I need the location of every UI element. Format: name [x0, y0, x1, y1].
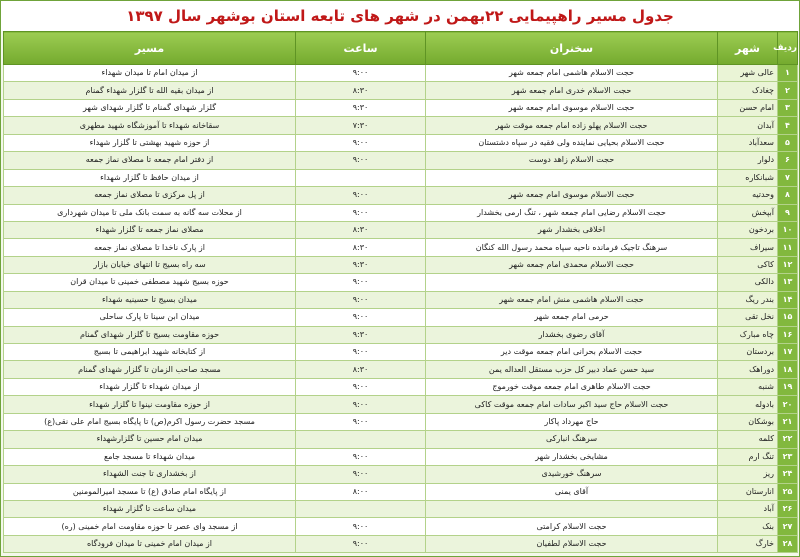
row-time: ۹:۰۰ [296, 396, 426, 413]
table-row [4, 396, 798, 413]
table-row [4, 256, 798, 273]
row-time: ۹:۰۰ [296, 152, 426, 169]
header-route: مسیر [4, 32, 296, 65]
row-time [296, 431, 426, 448]
row-route: از میدان حافظ تا گلزار شهداء [4, 169, 296, 186]
row-city: بنک [718, 518, 778, 535]
row-speaker: حجت الاسلام رضایی امام جمعه شهر ، تنگ ارمی بخشدار [426, 204, 718, 221]
header-speaker: سخنران [426, 32, 718, 65]
row-city: کاکی [718, 256, 778, 273]
row-route: میدان بسیج تا حسینیه شهداء [4, 291, 296, 308]
row-speaker: سرهنگ خورشیدی [426, 466, 718, 483]
table-row [4, 204, 798, 221]
row-index: ۱۵ [778, 309, 798, 326]
row-index: ۱۳ [778, 274, 798, 291]
row-index: ۸ [778, 187, 798, 204]
row-route: مسجد صاحب الزمان تا گلزار شهدای گمنام [4, 361, 296, 378]
row-index: ۲۸ [778, 535, 798, 552]
row-city: دوراهک [718, 361, 778, 378]
table-row [4, 466, 798, 483]
row-city: دالکی [718, 274, 778, 291]
row-route: مسجد حضرت رسول اکرم(ص) تا پایگاه بسیج امام علی نقی(ع) [4, 413, 296, 430]
table-row [4, 221, 798, 238]
row-city: آبپخش [718, 204, 778, 221]
row-index: ۶ [778, 152, 798, 169]
table-row [4, 483, 798, 500]
row-time: ۸:۳۰ [296, 221, 426, 238]
row-time: ۹:۰۰ [296, 344, 426, 361]
row-speaker: حجت الاسلام لطفیان [426, 535, 718, 552]
row-index: ۲۱ [778, 413, 798, 430]
row-index: ۷ [778, 169, 798, 186]
row-time: ۹:۰۰ [296, 274, 426, 291]
row-time: ۹:۰۰ [296, 291, 426, 308]
header-row [4, 32, 798, 65]
row-time: ۹:۰۰ [296, 204, 426, 221]
row-route: از میدان شهداء تا گلزار شهداء [4, 378, 296, 395]
row-index: ۲۰ [778, 396, 798, 413]
route-table [3, 31, 798, 553]
row-time: ۹:۰۰ [296, 378, 426, 395]
header-index: ردیف [778, 32, 798, 65]
row-index: ۲ [778, 82, 798, 99]
table-row [4, 535, 798, 552]
table-row [4, 274, 798, 291]
table-row [4, 361, 798, 378]
row-speaker: حجت الاسلام زاهد دوست [426, 152, 718, 169]
row-route: از میدان امام تا میدان شهداء [4, 65, 296, 82]
row-index: ۱۷ [778, 344, 798, 361]
row-city: آبدان [718, 117, 778, 134]
row-speaker [426, 274, 718, 291]
row-city: دلوار [718, 152, 778, 169]
row-route: مصلای نماز جمعه تا گلزار شهداء [4, 221, 296, 238]
row-time: ۹:۰۰ [296, 518, 426, 535]
table-row [4, 65, 798, 82]
row-city: چاه مبارک [718, 326, 778, 343]
row-city: وحدتیه [718, 187, 778, 204]
row-time: ۹:۰۰ [296, 413, 426, 430]
row-index: ۱۱ [778, 239, 798, 256]
row-route: سقاخانه شهداء تا آموزشگاه شهید مطهری [4, 117, 296, 134]
row-speaker: اخلاقی بخشدار شهر [426, 221, 718, 238]
row-speaker: حجت الاسلام طاهری امام جمعه موقت خورموج [426, 378, 718, 395]
row-time: ۸:۳۰ [296, 361, 426, 378]
row-route: میدان ابن سینا تا پارک ساحلی [4, 309, 296, 326]
row-index: ۲۵ [778, 483, 798, 500]
row-time [296, 169, 426, 186]
row-speaker: سرهنگ انبارکی [426, 431, 718, 448]
row-route: میدان شهداء تا مسجد جامع [4, 448, 296, 465]
table-row [4, 309, 798, 326]
header-time: ساعت [296, 32, 426, 65]
row-time: ۸:۳۰ [296, 82, 426, 99]
row-route: از کتابخانه شهید ابراهیمی تا بسیج [4, 344, 296, 361]
row-route: میدان ساعت تا گلزار شهداء [4, 500, 296, 517]
row-route: سه راه بسیج تا انتهای خیابان بازار [4, 256, 296, 273]
row-route: از حوزه مقاومت نینوا تا گلزار شهداء [4, 396, 296, 413]
row-city: آباد [718, 500, 778, 517]
row-city: کلمه [718, 431, 778, 448]
row-speaker: حجت الاسلام موسوی امام جمعه شهر [426, 99, 718, 116]
row-speaker: حجت الاسلام خدری امام جمعه شهر [426, 82, 718, 99]
table-row [4, 169, 798, 186]
row-index: ۲۲ [778, 431, 798, 448]
row-index: ۲۶ [778, 500, 798, 517]
row-speaker: آقای رضوی بخشدار [426, 326, 718, 343]
row-time: ۷:۳۰ [296, 117, 426, 134]
row-time: ۹:۰۰ [296, 187, 426, 204]
row-time: ۹:۳۰ [296, 256, 426, 273]
row-city: سیراف [718, 239, 778, 256]
row-time: ۹:۳۰ [296, 99, 426, 116]
row-index: ۲۳ [778, 448, 798, 465]
row-speaker: آقای یمنی [426, 483, 718, 500]
row-time: ۹:۰۰ [296, 448, 426, 465]
row-route: از مسجد وای عصر تا حوزه مقاومت امام خمینی (ره) [4, 518, 296, 535]
row-index: ۱۲ [778, 256, 798, 273]
table-row [4, 99, 798, 116]
row-index: ۵ [778, 134, 798, 151]
row-city: بردخون [718, 221, 778, 238]
row-speaker: حجت الاسلام پهلو زاده امام جمعه موقت شهر [426, 117, 718, 134]
row-index: ۱۴ [778, 291, 798, 308]
row-city: تنگ ارم [718, 448, 778, 465]
row-speaker: حجت الاسلام کرامتی [426, 518, 718, 535]
row-speaker: حجت الاسلام محمدی امام جمعه شهر [426, 256, 718, 273]
row-city: چغادک [718, 82, 778, 99]
row-city: نخل تقی [718, 309, 778, 326]
row-route: حوزه مقاومت بسیج تا گلزار شهدای گمنام [4, 326, 296, 343]
row-city: بندر ریگ [718, 291, 778, 308]
row-city: عالی شهر [718, 65, 778, 82]
row-route: از محلات سه گانه به سمت بانک ملی تا میدان شهرداری [4, 204, 296, 221]
row-time: ۸:۰۰ [296, 483, 426, 500]
row-route: از بخشداری تا جنت الشهداء [4, 466, 296, 483]
row-route: از دفتر امام جمعه تا مصلای نماز جمعه [4, 152, 296, 169]
table-row [4, 500, 798, 517]
row-route: گلزار شهدای گمنام تا گلزار شهدای شهر [4, 99, 296, 116]
row-index: ۱۶ [778, 326, 798, 343]
table-row [4, 134, 798, 151]
row-speaker: حجت الاسلام موسوی امام جمعه شهر [426, 187, 718, 204]
table-row [4, 378, 798, 395]
row-route: حوزه بسیج شهید مصطفی خمینی تا میدان قران [4, 274, 296, 291]
row-route: از پایگاه امام صادق (ع) تا مسجد امیرالمومنین [4, 483, 296, 500]
row-speaker: حجت الاسلام بحرانی امام جمعه موقت دیر [426, 344, 718, 361]
row-time: ۹:۰۰ [296, 309, 426, 326]
table-row [4, 291, 798, 308]
row-time: ۹:۰۰ [296, 466, 426, 483]
row-speaker: سید حسن عماد دبیر کل حزب مستقل العداله یمن [426, 361, 718, 378]
row-city: بردستان [718, 344, 778, 361]
row-index: ۱۸ [778, 361, 798, 378]
table-row [4, 152, 798, 169]
row-city: خارگ [718, 535, 778, 552]
table-row [4, 431, 798, 448]
table-row [4, 239, 798, 256]
row-speaker: حرمی امام جمعه شهر [426, 309, 718, 326]
row-speaker [426, 169, 718, 186]
row-index: ۱ [778, 65, 798, 82]
row-route: از پل مرکزی تا مصلای نماز جمعه [4, 187, 296, 204]
row-speaker: حجت الاسلام هاشمی منش امام جمعه شهر [426, 291, 718, 308]
row-city: بادوله [718, 396, 778, 413]
row-time [296, 500, 426, 517]
row-speaker: سرهنگ تاجیک فرمانده ناحیه سپاه محمد رسول الله کنگان [426, 239, 718, 256]
row-speaker: حاج مهرداد پاکار [426, 413, 718, 430]
row-city: ریز [718, 466, 778, 483]
table-row [4, 518, 798, 535]
row-route: میدان امام حسین تا گلزارشهداء [4, 431, 296, 448]
row-route: از حوزه شهید بهشتی تا گلزار شهداء [4, 134, 296, 151]
row-index: ۱۰ [778, 221, 798, 238]
row-city: شنبه [718, 378, 778, 395]
row-index: ۱۹ [778, 378, 798, 395]
row-speaker: حجت الاسلام بحیایی نماینده ولی فقیه در سپاه دشتستان [426, 134, 718, 151]
table-row [4, 413, 798, 430]
row-index: ۹ [778, 204, 798, 221]
row-time: ۹:۳۰ [296, 326, 426, 343]
table-row [4, 344, 798, 361]
table-row [4, 117, 798, 134]
row-index: ۲۷ [778, 518, 798, 535]
row-city: بوشکان [718, 413, 778, 430]
row-city: سعدآباد [718, 134, 778, 151]
table-title: جدول مسیر راهپیمایی ۲۲بهمن در شهر های تابعه استان بوشهر سال ۱۳۹۷ [1, 1, 799, 31]
row-time: ۹:۰۰ [296, 65, 426, 82]
table-row [4, 82, 798, 99]
row-index: ۴ [778, 117, 798, 134]
table-row [4, 448, 798, 465]
row-speaker: حجت الاسلام حاج سید اکبر سادات امام جمعه موقت کاکی [426, 396, 718, 413]
table-body [4, 65, 798, 553]
row-time: ۸:۳۰ [296, 239, 426, 256]
row-route: از میدان بقیه الله تا گلزار شهداء گمنام [4, 82, 296, 99]
row-speaker: مشایخی بخشدار شهر [426, 448, 718, 465]
header-city: شهر [718, 32, 778, 65]
row-time: ۹:۰۰ [296, 134, 426, 151]
row-speaker: حجت الاسلام هاشمی امام جمعه شهر [426, 65, 718, 82]
row-speaker [426, 500, 718, 517]
row-route: از پارک ناخدا تا مصلای نماز جمعه [4, 239, 296, 256]
row-route: از میدان امام خمینی تا میدان فرودگاه [4, 535, 296, 552]
row-city: انارستان [718, 483, 778, 500]
table-row [4, 326, 798, 343]
row-time: ۹:۰۰ [296, 535, 426, 552]
row-city: امام حسن [718, 99, 778, 116]
row-index: ۳ [778, 99, 798, 116]
row-index: ۲۴ [778, 466, 798, 483]
row-city: شبانکاره [718, 169, 778, 186]
table-row [4, 187, 798, 204]
